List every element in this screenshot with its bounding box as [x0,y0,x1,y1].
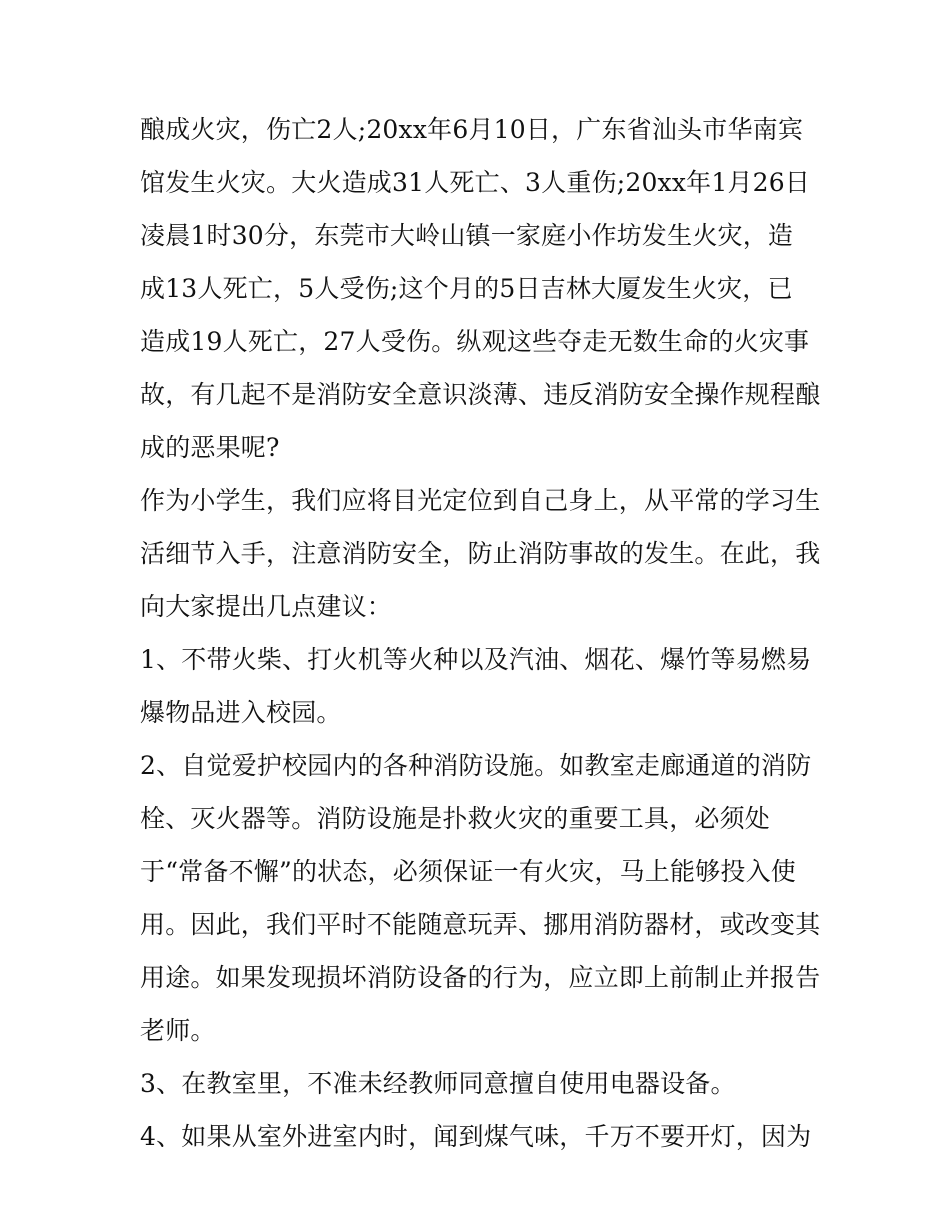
text-line: 造成19人死亡，27人受伤。纵观这些夺走无数生命的火灾事 [140,327,810,356]
text-line: 作为小学生，我们应将目光定位到自己身上，从平常的学习生 [140,486,821,515]
text-line: 老师。 [140,1016,216,1045]
text-line: 成的恶果呢? [140,433,280,462]
text-line: 酿成火灾，伤亡2人;20xx年6月10日，广东省汕头市华南宾 [140,115,804,144]
body-text [140,103,820,1163]
text-line: 向大家提出几点建议： [140,592,393,621]
text-line: 活细节入手，注意消防安全，防止消防事故的发生。在此，我 [140,539,821,568]
text-line: 爆物品进入校园。 [140,698,342,727]
text-line: 馆发生火灾。大火造成31人死亡、3人重伤;20xx年1月26日 [140,168,811,197]
text-line: 1、不带火柴、打火机等火种以及汽油、烟花、爆竹等易燃易 [140,645,812,674]
text-line: 于“常备不懈”的状态，必须保证一有火灾，马上能够投入使 [140,857,796,886]
text-line: 2、自觉爱护校园内的各种消防设施。如教室走廊通道的消防 [140,751,812,780]
text-line: 凌晨1时30分，东莞市大岭山镇一家庭小作坊发生火灾，造 [140,221,794,250]
text-line: 3、在教室里，不准未经教师同意擅自使用电器设备。 [140,1069,736,1098]
text-line: 用途。如果发现损坏消防设备的行为，应立即上前制止并报告 [140,963,821,992]
text-line: 4、如果从室外进室内时，闻到煤气味，千万不要开灯，因为 [140,1122,812,1151]
text-line: 成13人死亡，5人受伤;这个月的5日吉林大厦发生火灾，已 [140,274,793,303]
text-line: 栓、灭火器等。消防设施是扑救火灾的重要工具，必须处 [140,804,771,833]
text-line: 用。因此，我们平时不能随意玩弄、挪用消防器材，或改变其 [140,910,821,939]
text-line: 故，有几起不是消防安全意识淡薄、违反消防安全操作规程酿 [140,380,821,409]
